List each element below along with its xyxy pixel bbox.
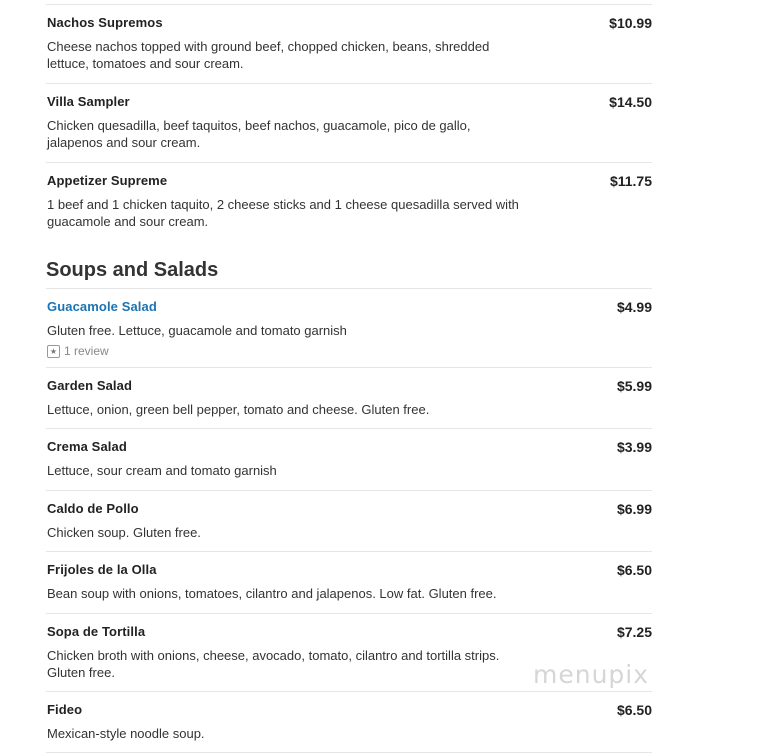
- item-description: Cheese nachos topped with ground beef, chopped chicken, beans, shredded lettuce, tomatoes and sour cream.: [47, 39, 490, 71]
- item-price: $3.99: [616, 439, 652, 455]
- item-description: Gluten free. Lettuce, guacamole and tomato garnish: [47, 323, 347, 338]
- item-name: Crema Salad: [47, 439, 127, 454]
- item-name: Nachos Supremos: [47, 15, 163, 30]
- star-icon: ★: [47, 345, 60, 358]
- item-description: Chicken quesadilla, beef taquitos, beef nachos, guacamole, pico de gallo, jalapenos and sour cream.: [47, 118, 471, 150]
- item-description: Mexican-style noodle soup.: [47, 726, 205, 741]
- menu-item: [46, 288, 652, 367]
- review-count: 1 review: [64, 344, 109, 358]
- review-link[interactable]: [47, 344, 109, 358]
- appetizers-section: [46, 4, 652, 241]
- section-title: Soups and Salads: [46, 259, 219, 281]
- item-name: Frijoles de la Olla: [47, 562, 157, 577]
- menu-item: [46, 162, 652, 241]
- item-price: $10.99: [609, 15, 652, 31]
- item-description: Chicken broth with onions, cheese, avocado, tomato, cilantro and tortilla strips. Gluten free.: [47, 648, 500, 680]
- item-description: 1 beef and 1 chicken taquito, 2 cheese sticks and 1 cheese quesadilla served with guacamole and sour cream.: [47, 197, 519, 229]
- item-price: $6.50: [616, 702, 652, 718]
- item-description: Bean soup with onions, tomatoes, cilantro and jalapenos. Low fat. Gluten free.: [47, 586, 497, 601]
- item-description: Lettuce, onion, green bell pepper, tomato and cheese. Gluten free.: [47, 402, 430, 417]
- item-price: $4.99: [616, 299, 652, 315]
- menu-item: [46, 551, 652, 613]
- menu-item: [46, 367, 652, 428]
- item-name: Garden Salad: [47, 378, 133, 393]
- menu-item: [46, 490, 652, 551]
- item-price: $14.50: [609, 94, 652, 110]
- item-name: Sopa de Tortilla: [47, 624, 146, 639]
- item-name: Caldo de Pollo: [47, 501, 139, 516]
- menu-item: [46, 4, 652, 83]
- item-price: $6.99: [616, 501, 652, 517]
- menu-item: [46, 428, 652, 490]
- item-name: Appetizer Supreme: [47, 173, 168, 188]
- item-name-link[interactable]: Guacamole Salad: [47, 299, 157, 314]
- menu-item: [46, 83, 652, 162]
- item-price: $7.25: [616, 624, 652, 640]
- menupix-watermark: menupix: [533, 660, 650, 689]
- item-name: Fideo: [47, 702, 83, 717]
- item-description: Lettuce, sour cream and tomato garnish: [47, 463, 277, 478]
- item-price: $5.99: [616, 378, 652, 394]
- item-price: $11.75: [609, 173, 652, 189]
- menu-item: [46, 691, 652, 753]
- item-description: Chicken soup. Gluten free.: [47, 525, 201, 540]
- item-price: $6.50: [616, 562, 652, 578]
- item-name: Villa Sampler: [47, 94, 130, 109]
